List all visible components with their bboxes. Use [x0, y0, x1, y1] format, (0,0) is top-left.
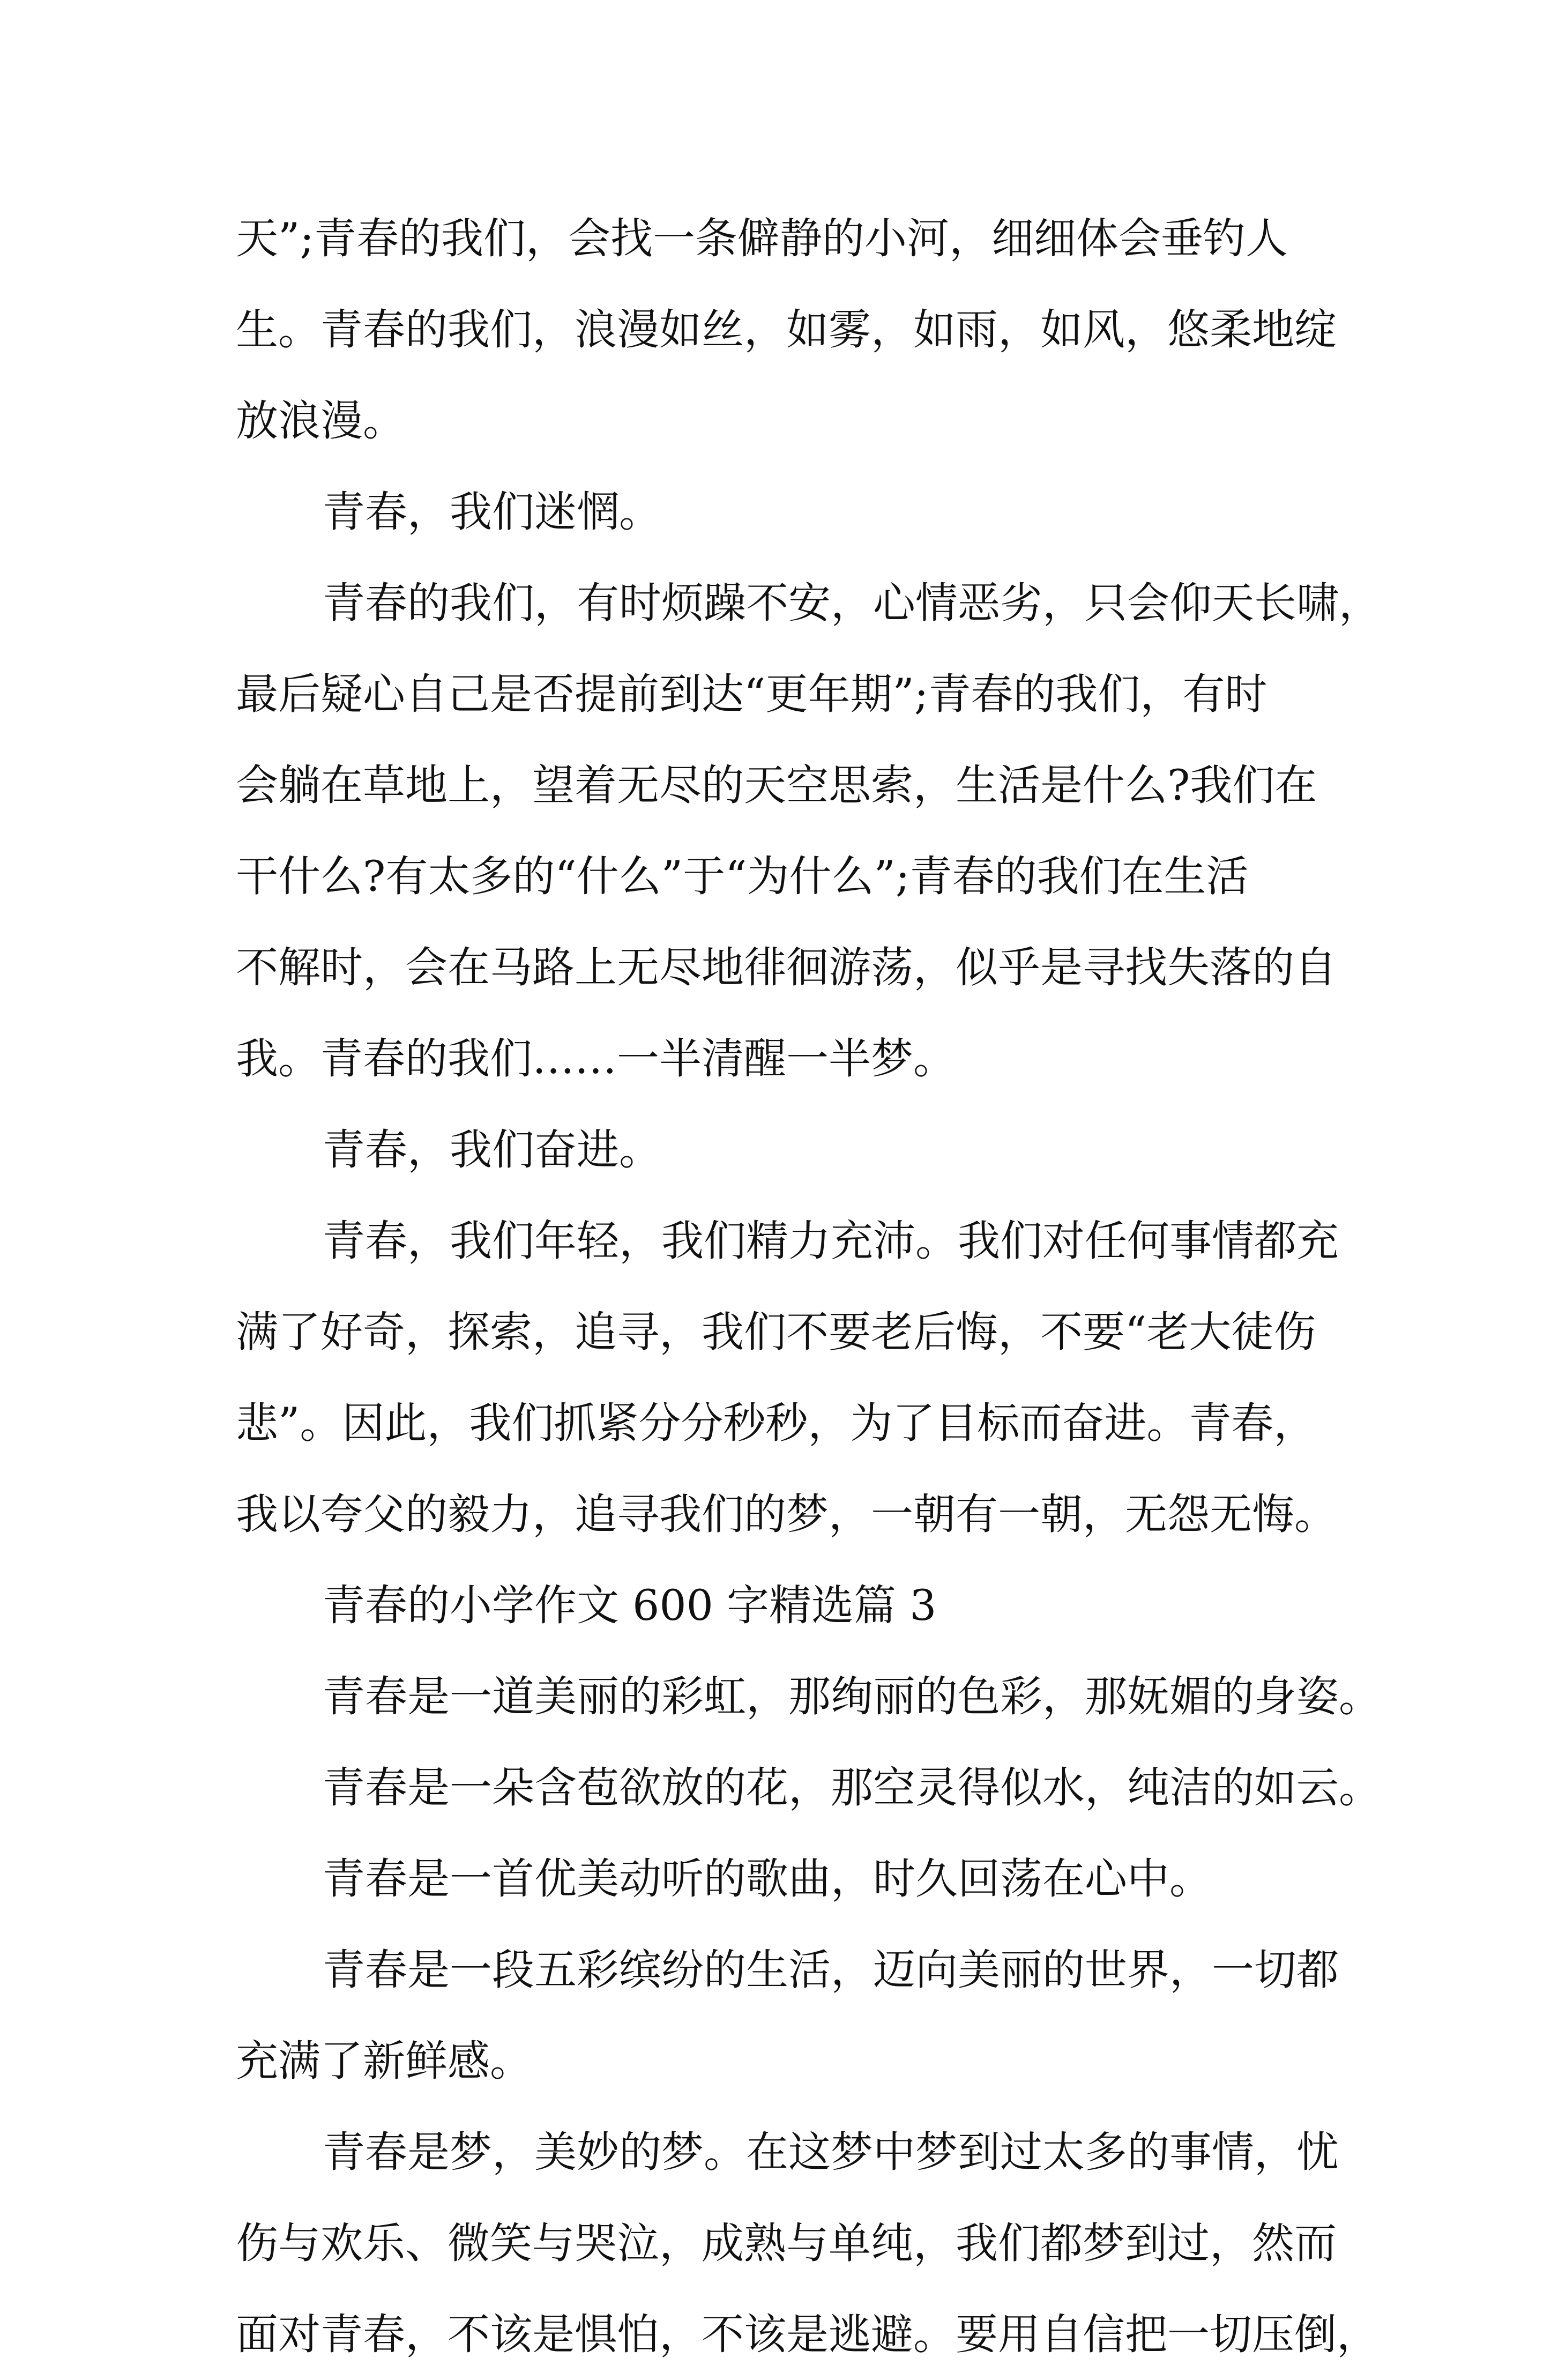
- paragraph-first-line: 青春是一道美丽的彩虹，那绚丽的色彩，那妩媚的身姿。: [323, 1672, 1381, 1721]
- document-body: [236, 193, 1381, 2380]
- section-heading: 青春的小学作文 600 字精选篇 3: [323, 1581, 937, 1630]
- paragraph-first-line: 青春，我们奋进。: [323, 1125, 661, 1174]
- text-line: 干什么?有太多的“什么”于“为什么”;青春的我们在生活: [236, 852, 1249, 901]
- text-line: 我以夸父的毅力，追寻我们的梦，一朝有一朝，无怨无悔。: [236, 1490, 1337, 1539]
- paragraph-first-line: 青春，我们年轻，我们精力充沛。我们对任何事情都充: [323, 1216, 1339, 1266]
- text-line: 最后疑心自己是否提前到达“更年期”;青春的我们，有时: [236, 670, 1267, 719]
- paragraph-first-line: 青春是一朵含苞欲放的花，那空灵得似水，纯洁的如云。: [323, 1763, 1381, 1812]
- text-line: 放浪漫。: [236, 396, 405, 445]
- paragraph-first-line: 青春的我们，有时烦躁不安，心情恶劣，只会仰天长啸，: [323, 578, 1381, 628]
- text-line: 会躺在草地上，望着无尽的天空思索，生活是什么?我们在: [236, 761, 1317, 810]
- text-line: 悲”。因此，我们抓紧分分秒秒，为了目标而奋进。青春，: [236, 1399, 1316, 1448]
- text-line: 不解时，会在马路上无尽地徘徊游荡，似乎是寻找失落的自: [236, 943, 1337, 992]
- text-line: 充满了新鲜感。: [236, 2036, 532, 2086]
- paragraph-first-line: 青春是梦，美妙的梦。在这梦中梦到过太多的事情，忧: [323, 2128, 1339, 2177]
- text-line: 伤与欢乐、微笑与哭泣，成熟与单纯，我们都梦到过，然而: [236, 2219, 1337, 2268]
- paragraph-first-line: 青春是一段五彩缤纷的生活，迈向美丽的世界，一切都: [323, 1945, 1339, 1995]
- text-line: 生。青春的我们，浪漫如丝，如雾，如雨，如风，悠柔地绽: [236, 305, 1337, 354]
- text-line: 天”;青春的我们，会找一条僻静的小河，细细体会垂钓人: [236, 214, 1288, 263]
- paragraph-first-line: 青春是一首优美动听的歌曲，时久回荡在心中。: [323, 1854, 1212, 1903]
- paragraph-first-line: 青春，我们迷惘。: [323, 487, 661, 537]
- text-line: 满了好奇，探索，追寻，我们不要老后悔，不要“老大徒伤: [236, 1307, 1316, 1357]
- text-line: 我。青春的我们……一半清醒一半梦。: [236, 1034, 956, 1083]
- text-line: 面对青春，不该是惧怕，不该是逃避。要用自信把一切压倒，: [236, 2310, 1379, 2359]
